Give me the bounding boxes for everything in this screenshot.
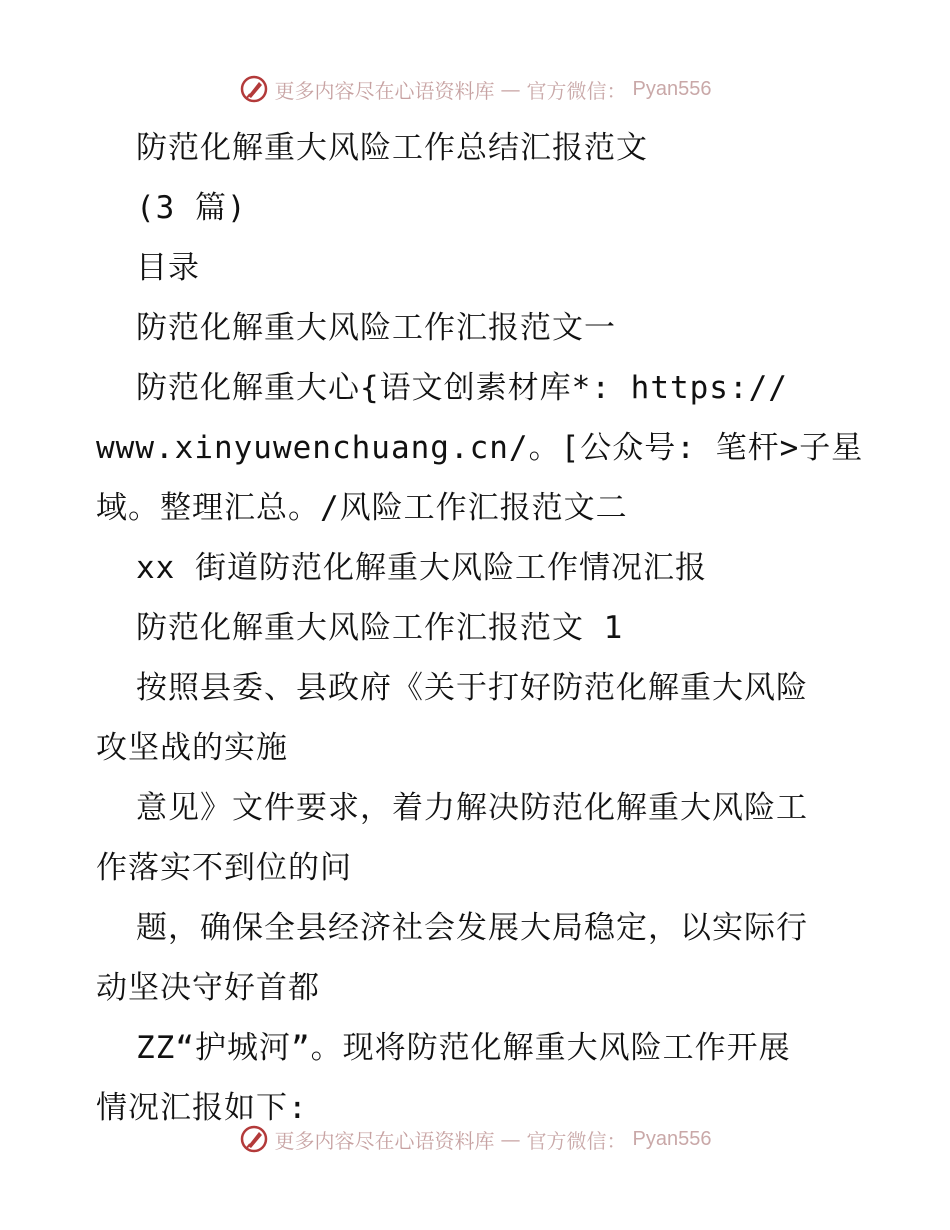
- paragraph-line: 攻坚战的实施: [96, 730, 288, 766]
- paragraph-line: 意见》文件要求，着力解决防范化解重大风险工: [136, 790, 808, 826]
- paragraph-line: ZZ“护城河”。现将防范化解重大风险工作开展: [136, 1030, 791, 1066]
- paragraph-line: 题，确保全县经济社会发展大局稳定，以实际行: [136, 910, 808, 946]
- banner-main-text: 更多内容尽在心语资料库: [274, 78, 495, 103]
- paragraph-line: 按照县委、县政府《关于打好防范化解重大风险: [136, 670, 808, 706]
- banner-dash: —: [500, 1127, 521, 1151]
- banner-main-text: 更多内容尽在心语资料库: [274, 1128, 495, 1153]
- toc-item-3: xx 街道防范化解重大风险工作情况汇报: [136, 550, 707, 586]
- paragraph-line: 情况汇报如下:: [96, 1090, 308, 1126]
- paragraph-line: 作落实不到位的问: [96, 850, 352, 886]
- toc-item-2-line-2: www.xinyuwenchuang.cn/。[公众号: 笔杆>子星: [96, 430, 864, 466]
- toc-item-2-line-1: 防范化解重大心{语文创素材库*: https://: [136, 370, 788, 406]
- footer-watermark-banner: [0, 1122, 950, 1156]
- banner-wechat-id: Pyan556: [632, 77, 712, 100]
- quill-pen-logo-icon: [239, 1124, 269, 1154]
- section-heading: 防范化解重大风险工作汇报范文 1: [136, 610, 624, 646]
- document-body: [96, 118, 864, 1138]
- quill-pen-logo-icon: [239, 74, 269, 104]
- toc-item-1: 防范化解重大风险工作汇报范文一: [136, 310, 616, 346]
- toc-item-2-line-3: 域。整理汇总。/风险工作汇报范文二: [96, 490, 628, 526]
- header-watermark-banner: [0, 72, 950, 106]
- toc-heading: 目录: [136, 250, 200, 286]
- paragraph-line: 动坚决守好首都: [96, 970, 320, 1006]
- banner-wechat-label: 官方微信：: [526, 1128, 627, 1153]
- banner-dash: —: [500, 77, 521, 101]
- banner-wechat-label: 官方微信：: [526, 78, 627, 103]
- document-title-line-2: (3 篇): [136, 190, 247, 226]
- banner-wechat-id: Pyan556: [632, 1127, 712, 1150]
- document-title-line-1: 防范化解重大风险工作总结汇报范文: [136, 130, 648, 166]
